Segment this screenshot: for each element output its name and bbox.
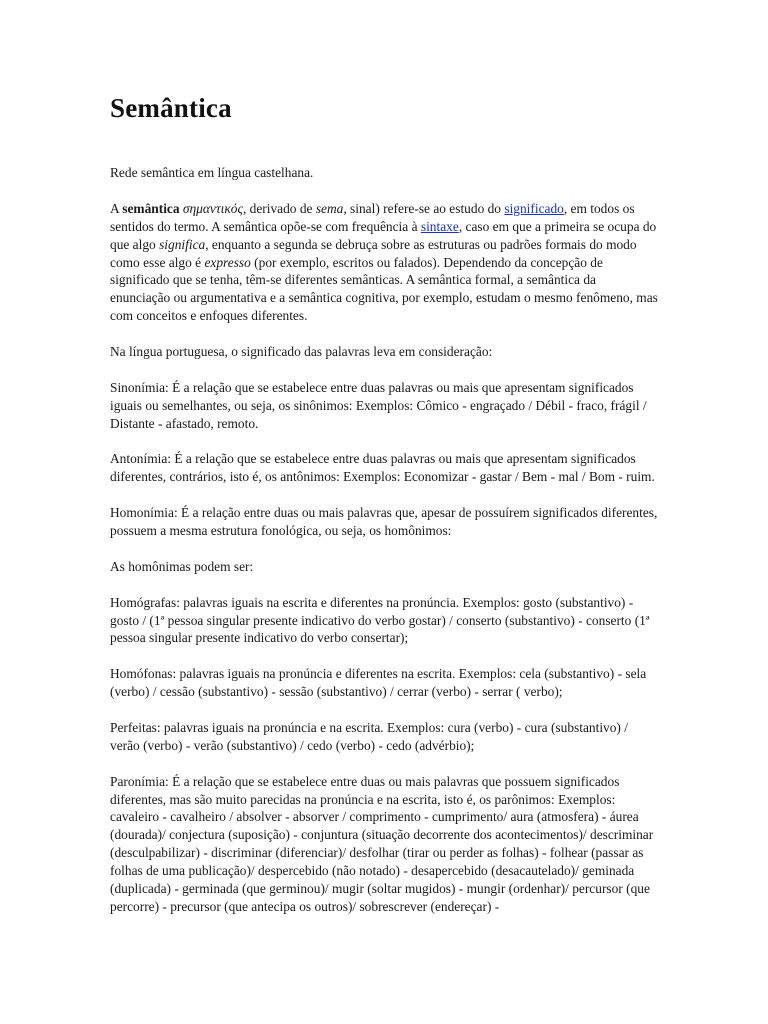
intro-text-5: , em todos os sentidos do termo. A semântica opõe-se com frequência à — [110, 200, 635, 234]
image-caption: Rede semântica em língua castelhana. — [110, 165, 314, 180]
intro-text-8: (por exemplo, escritos ou falados). Dependendo da concepção de significado que se tenha, têm-se diferentes semânticas. A semântica formal, a semântica da enunciação ou argumentativa e a semântica cognitiva, por exemplo, estudam o mesmo fenômeno, mas com conceitos e enfoques diferentes. — [110, 254, 658, 324]
link-sintaxe[interactable]: sintaxe — [420, 218, 459, 234]
paragraph-portuguese: Na língua portuguesa, o significado das palavras leva em consideração: — [110, 344, 493, 360]
greek-term: σημαντικός — [182, 200, 243, 216]
paragraph-homonimas: As homônimas podem ser: — [110, 558, 254, 574]
paragraph-homografas: Homógrafas: palavras iguais na escrita e diferentes na pronúncia. Exemplos: gosto (substantivo) - gosto / (1ª pessoa singular presente indicativo do verbo gostar) / conserto (substantivo) - conserto (1ª pessoa singular presente indicativo do verbo consertar); — [110, 594, 650, 646]
intro-text-7: , enquanto a segunda se debruça sobre as estruturas ou padrões formais do modo como esse algo é — [110, 236, 637, 270]
intro-text-6: , caso em que a primeira se ocupa do que algo — [110, 218, 657, 252]
paragraph-sinonimia: Sinonímia: É a relação que se estabelece entre duas palavras ou mais que apresentam significados iguais ou semelhantes, ou seja, os sinônimos: Exemplos: Cômico - engraçado / Débil - fraco, frágil / Distante - afastado, remoto. — [110, 379, 647, 431]
page-title: Semântica — [110, 93, 232, 123]
document-body — [110, 164, 658, 934]
paragraph-homonimia: Homonímia: É a relação entre duas ou mais palavras que, apesar de possuírem significados diferentes, possuem a mesma estrutura fonológica, ou seja, os homônimos: — [110, 505, 658, 539]
paragraph-antonimia: Antonímia: É a relação que se estabelece entre duas palavras ou mais que apresentam significados diferentes, contrários, isto é, os antônimos: Exemplos: Economizar - gastar / Bem - mal / Bom - ruim. — [110, 451, 655, 485]
intro-text-3: , derivado de — [242, 200, 316, 216]
term-significa: significa — [159, 236, 206, 252]
intro-paragraph — [110, 200, 658, 325]
term-expresso: expresso — [204, 254, 251, 270]
term-sema: sema — [315, 200, 344, 216]
paragraph-perfeitas: Perfeitas: palavras iguais na pronúncia e na escrita. Exemplos: cura (verbo) - cura (substantivo) / verão (verbo) - verão (substantivo) / cedo (verbo) - cedo (advérbio); — [110, 719, 628, 753]
intro-text-1: A — [110, 200, 123, 216]
paragraph-paronimia: Paronímia: É a relação que se estabelece entre duas ou mais palavras que possuem significados diferentes, mas são muito parecidas na pronúncia e na escrita, isto é, os parônimos: Exemplos: cavaleiro - cavalheiro / absolver - absorver / comprimento - cumprimento/ aura (atmosfera) - áurea (dourada)/ conjectura (suposição) - conjuntura (situação decorrente dos acontecimentos)/ descriminar (desculpabilizar) - discriminar (diferenciar)/ desfolhar (tirar ou perder as folhas) - folhear (passar as folhas de uma publicação)/ despercebido (não notado) - desapercebido (desacautelado)/ geminada (duplicada) - germinada (que germinou)/ mugir (soltar mugidos) - mungir (ordenhar)/ percursor (que percorre) - precursor (que antecipa os outros)/ sobrescrever (endereçar) - — [110, 773, 654, 914]
intro-text-4: , sinal) refere-se ao estudo do — [343, 200, 505, 216]
link-significado[interactable]: significado — [504, 200, 564, 216]
term-semantica: semântica — [122, 200, 180, 216]
paragraph-homofonas: Homófonas: palavras iguais na pronúncia e diferentes na escrita. Exemplos: cela (substantivo) - sela (verbo) / cessão (substantivo) - sessão (substantivo) / cerrar (verbo) - serrar ( verbo); — [110, 666, 647, 700]
